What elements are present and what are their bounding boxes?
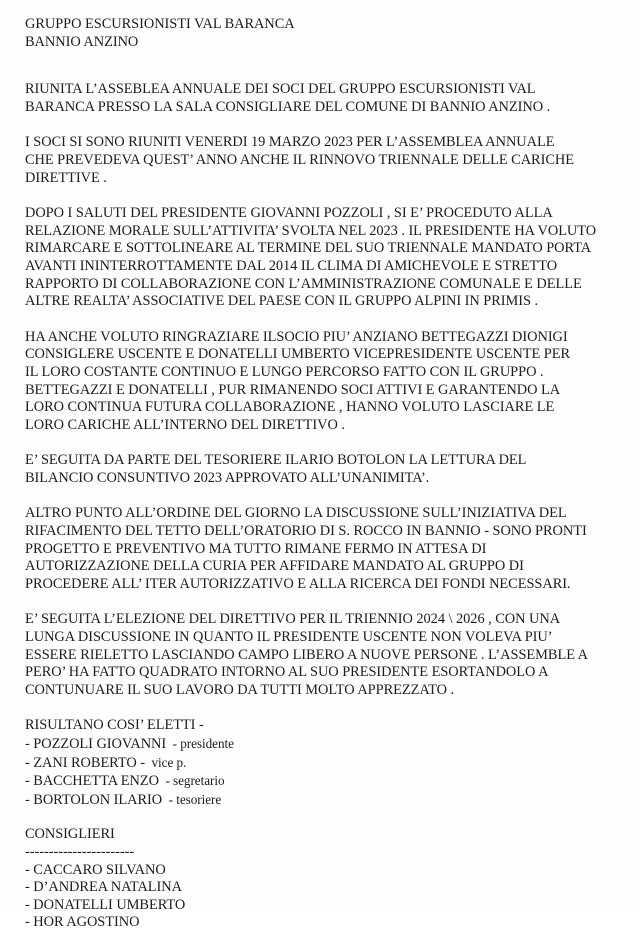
text-line: AUTORIZZAZIONE DELLA CURIA PER AFFIDARE MANDATO AL GRUPPO DI [25,558,524,575]
text-line: DIRETTIVE . [25,169,107,186]
text-line: ALTRO PUNTO ALL’ORDINE DEL GIORNO LA DISCUSSIONE SULL’INIZIATIVA DEL [25,505,567,522]
list-item: - HOR AGOSTINO [25,914,140,931]
group-location: BANNIO ANZINO [25,33,139,50]
list-item: - D’ANDREA NATALINA [25,879,182,896]
text-line: PERO’ HA FATTO QUADRATO INTORNO AL SUO PRESIDENTE ESORTANDOLO A [25,664,549,681]
member-role: - presidente [166,736,234,751]
meeting-report [25,16,630,932]
text-line: LORO CARICHE ALL’INTERNO DEL DIRETTIVO . [25,416,345,433]
list-item: - CACCARO SILVANO [25,861,166,878]
text-line: E’ SEGUITA L’ELEZIONE DEL DIRETTIVO PER IL TRIENNIO 2024 \ 2026 , CON UNA [25,611,561,628]
text-line: RIFACIMENTO DEL TETTO DELL’ORATORIO DI S. ROCCO IN BANNIO - SONO PRONTI [25,523,587,540]
list-item: - DONATELLI UMBERTO [25,896,186,913]
text-line: PROGETTO E PREVENTIVO MA TUTTO RIMANE FERMO IN ATTESA DI [25,540,487,557]
divider: ----------------------- [25,843,135,860]
text-line: CONSIGLERE USCENTE E DONATELLI UMBERTO VICEPRESIDENTE USCENTE PER [25,346,570,363]
letterhead [25,16,630,51]
member-name: - BORTOLON ILARIO [25,791,163,808]
member-name: - BACCHETTA ENZO [25,773,159,790]
list-item [25,754,630,773]
paragraph-election [25,611,630,699]
text-line: HA ANCHE VOLUTO RINGRAZIARE ILSOCIO PIU’ ANZIANO BETTEGAZZI DIONIGI [25,328,568,345]
councillors-heading: CONSIGLIERI [25,826,115,843]
text-line: BILANCIO CONSUNTIVO 2023 APPROVATO ALL’UNANIMITA’. [25,469,430,486]
member-role: vice p. [144,754,187,770]
text-line: I SOCI SI SONO RIUNITI VENERDI 19 MARZO 2023 PER L’ASSEMBLEA ANNUALE [25,134,555,151]
paragraph-intro [25,81,630,116]
list-item [25,772,630,791]
text-line: BETTEGAZZI E DONATELLI , PUR RIMANENDO SOCI ATTIVI E GARANTENDO LA [25,381,561,398]
member-role: - tesoriere [162,791,222,807]
text-line: RELAZIONE MORALE SULL’ATTIVITA’ SVOLTA NEL 2023 . IL PRESIDENTE HA VOLUTO [25,222,597,239]
text-line: RAPPORTO DI COLLABORAZIONE CON L’AMMINISTRAZIONE COMUNALE E DELLE [25,275,582,292]
elected-heading: RISULTANO COSI’ ELETTI - [25,717,204,734]
paragraph-president-report [25,205,630,311]
member-name: - POZZOLI GIOVANNI [25,736,167,752]
councillors-list [25,826,630,932]
text-line: RIUNITA L’ASSEBLEA ANNUALE DEI SOCI DEL GRUPPO ESCURSIONISTI VAL [25,81,536,98]
elected-list [25,717,630,809]
member-role: - segretario [158,773,225,789]
paragraph-meeting-date [25,134,630,187]
text-line: CHE PREVEDEVA QUEST’ ANNO ANCHE IL RINNOVO TRIENNALE DELLE CARICHE [25,151,574,168]
paragraph-budget [25,452,630,487]
member-name: - ZANI ROBERTO - [25,754,145,771]
text-line: LORO CONTINUA FUTURA COLLABORAZIONE , HANNO VOLUTO LASCIARE LE [25,399,555,416]
text-line: CONTUNUARE IL SUO LAVORO DA TUTTI MOLTO APPREZZATO . [25,681,455,698]
text-line: LUNGA DISCUSSIONE IN QUANTO IL PRESIDENTE USCENTE NON VOLEVA PIU’ [25,629,553,646]
paragraph-roof-project [25,505,630,593]
text-line: IL LORO COSTANTE CONTINUO E LUNGO PERCORSO FATTO CON IL GRUPPO . [25,363,544,380]
list-item [25,791,630,810]
text-line: ALTRE REALTA’ ASSOCIATIVE DEL PAESE CON IL GRUPPO ALPINI IN PRIMIS . [25,293,539,310]
text-line: ESSERE RIELETTO LASCIANDO CAMPO LIBERO A NUOVE PERSONE . L’ASSEMBLE A [25,646,589,663]
text-line: BARANCA PRESSO LA SALA CONSIGLIARE DEL COMUNE DI BANNIO ANZINO . [25,98,551,115]
text-line: RIMARCARE E SOTTOLINEARE AL TERMINE DEL SUO TRIENNALE MANDATO PORTA [25,240,592,257]
text-line: DOPO I SALUTI DEL PRESIDENTE GIOVANNI POZZOLI , SI E’ PROCEDUTO ALLA [25,205,553,222]
text-line: E’ SEGUITA DA PARTE DEL TESORIERE ILARIO BOTOLON LA LETTURA DEL [25,452,527,469]
group-name: GRUPPO ESCURSIONISTI VAL BARANCA [25,16,295,32]
paragraph-thanks [25,329,630,435]
text-line: PROCEDERE ALL’ ITER AUTORIZZATIVO E ALLA RICERCA DEI FONDI NECESSARI. [25,575,571,592]
text-line: AVANTI ININTERROTTAMENTE DAL 2014 IL CLIMA DI AMICHEVOLE E STRETTO [25,257,558,274]
list-item [25,735,630,754]
